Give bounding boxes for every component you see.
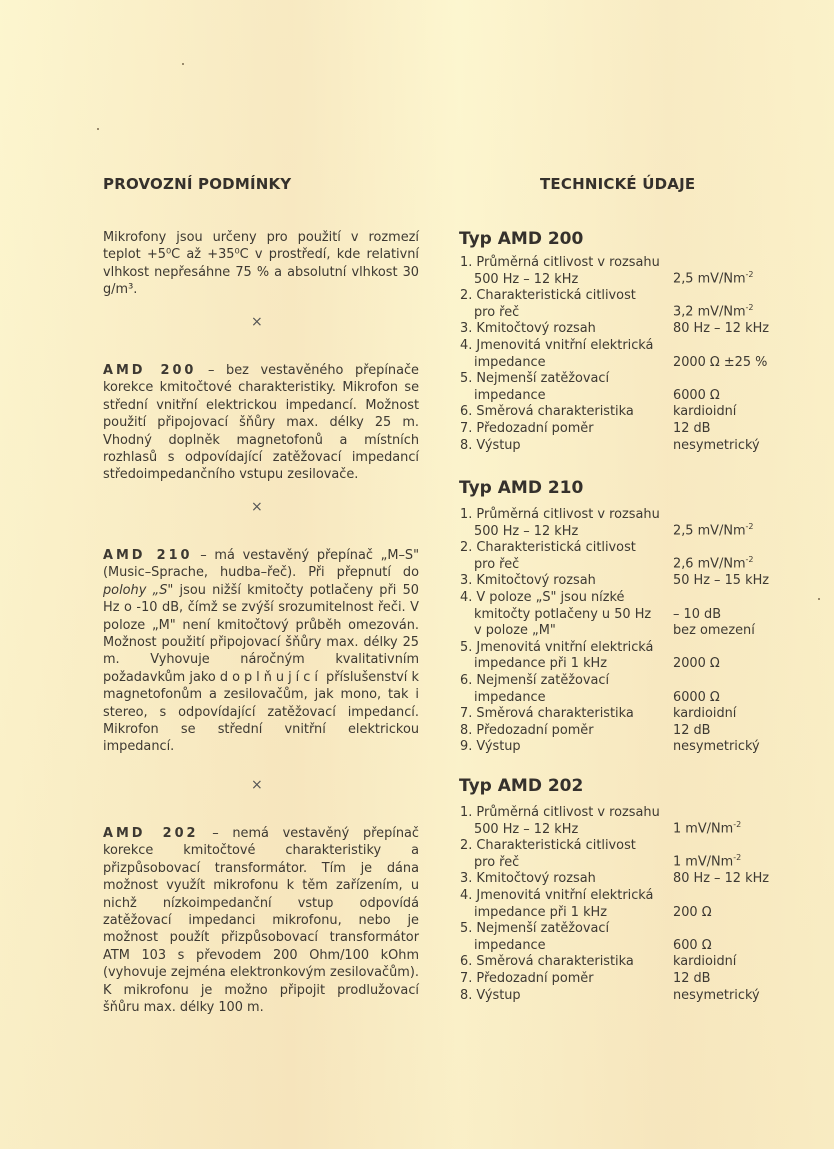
spec-label	[460, 438, 673, 455]
amd202-lead: AMD 202	[103, 826, 199, 841]
spec-value	[673, 988, 760, 1005]
spec-label	[460, 507, 673, 540]
spec-label-line1: 2. Charakteristická citlivost	[460, 288, 636, 304]
spec-value-text: 50 Hz – 15 kHz	[673, 573, 770, 589]
spec-value-text: 2000 Ω ±25 %	[673, 354, 768, 370]
spec-row	[460, 971, 780, 988]
spec-value-exponent: -2	[745, 303, 754, 313]
spec-value	[673, 905, 712, 922]
spec-label-line1: 8. Výstup	[460, 987, 521, 1003]
spec-label	[460, 540, 673, 573]
spec-label-line1: 7. Předozadní poměr	[460, 420, 594, 436]
spec-label-line1: 6. Nejmenší zatěžovací	[460, 672, 610, 688]
paper-speck	[182, 63, 184, 65]
amd210-text-b: jsou nižší kmitočty potlačeny při 50 Hz o -10 dB, čímž se zvýší srozumitelnost řeči. V poloze „M" není kmitočtový průběh omezován. Možnost použití připojovací šňůry max. délky 25 m. Vyhovuje náročným kvalitativním požadavkům jako	[103, 582, 419, 685]
spec-value	[673, 656, 720, 673]
spec-label-line2: 500 Hz – 12 kHz	[474, 821, 579, 837]
spec-value	[673, 552, 754, 573]
spec-label	[460, 573, 673, 590]
spec-label	[460, 404, 673, 421]
spec-row	[460, 590, 780, 623]
technical-data-heading: TECHNICKÉ ÚDAJE	[540, 175, 696, 193]
spec-label-line1: 3. Kmitočtový rozsah	[460, 573, 596, 589]
spec-value-text: nesymetrický	[673, 739, 760, 755]
spec-row	[460, 988, 780, 1005]
spec-row	[460, 338, 780, 371]
spec-value-text: – 10 dB	[673, 606, 722, 622]
separator-mark: ×	[251, 777, 263, 793]
spec-value-text: 2,5 mV/Nm	[673, 523, 746, 539]
spec-value-text: 1 mV/Nm	[673, 821, 734, 837]
spec-label-line2: 500 Hz – 12 kHz	[474, 271, 579, 287]
spec-label-line2: pro řeč	[474, 304, 520, 320]
spec-row	[460, 954, 780, 971]
spec-value	[673, 971, 711, 988]
spec-row	[460, 321, 780, 338]
spec-label	[460, 838, 673, 871]
spec-value-text: kardioidní	[673, 706, 737, 722]
spec-value-text: nesymetrický	[673, 987, 760, 1003]
spec-label-line2: 500 Hz – 12 kHz	[474, 523, 579, 539]
spec-label	[460, 590, 673, 623]
amd210-text-c: příslušenství k magnetofonům a zesilovačům, jak mono, tak i stereo, s odpovídající zatěžovací impedancí. Mikrofon se střední vnitřní elektrickou impedancí.	[103, 669, 419, 755]
spec-label-line1: 7. Předozadní poměr	[460, 970, 594, 986]
spec-label-line1: 6. Směrová charakteristika	[460, 404, 634, 420]
spec-label-line1: 9. Výstup	[460, 739, 521, 755]
spec-value	[673, 623, 755, 640]
spec-row	[460, 838, 780, 871]
amd210-text-italic: polohy „S"	[103, 582, 174, 598]
spec-label-line1: 2. Charakteristická citlivost	[460, 838, 636, 854]
spec-value-text: 80 Hz – 12 kHz	[673, 871, 770, 887]
spec-value	[673, 739, 760, 756]
spec-row	[460, 871, 780, 888]
spec-label-line1: 6. Směrová charakteristika	[460, 954, 634, 970]
spec-label	[460, 421, 673, 438]
spec-value-exponent: -2	[745, 555, 754, 565]
spec-value	[673, 706, 736, 723]
spec-value	[673, 300, 754, 321]
spec-row	[460, 404, 780, 421]
spec-value-exponent: -2	[733, 820, 742, 830]
spec-row	[460, 371, 780, 404]
amd200-text: – bez vestavěného přepínače korekce kmitočtové charakteristiky. Mikrofon se střední vnitřní elektrickou impedancí. Možnost použití připojovací šňůry max. délky 25 m. Vhodný doplněk magnetofonů a místních rozhlasů s odpovídající zatěžovací impedancí středoimpedančního vstupu zesilovače.	[103, 363, 419, 483]
spec-value-text: 2000 Ω	[673, 656, 720, 672]
amd202-text: – nemá vestavěný přepínač korekce kmitočtové charakteristiky a přizpůsobovací transformátor. Tím je dána možnost využít mikrofonu k těm zařízením, u nichž nízkoimpedanční vstup odpovídá zatěžovací impedanci mikrofonu, nebo je možnost použít přizpůsobovací transformátor ATM 103 s převodem 200 Ohm/100 kOhm (vyhovuje zejména elektronkovým zesilovačům). K mikrofonu je možno připojit prodlužovací šňůru max. délky 100 m.	[103, 826, 419, 1016]
spec-label-line1: 5. Nejmenší zatěžovací	[460, 921, 610, 937]
spec-label	[460, 954, 673, 971]
spec-row	[460, 706, 780, 723]
paper-speck	[818, 598, 820, 600]
spec-label	[460, 288, 673, 321]
spec-label-line2: impedance při 1 kHz	[474, 656, 608, 672]
spec-value	[673, 321, 769, 338]
spec-value-text: 600 Ω	[673, 937, 712, 953]
spec-label-line2: v poloze „M"	[474, 623, 556, 639]
spec-value-text: 12 dB	[673, 722, 711, 738]
spec-value	[673, 723, 711, 740]
spec-value-text: 12 dB	[673, 420, 711, 436]
spec-value	[673, 267, 754, 288]
spec-label-line1: 4. Jmenovitá vnitřní elektrická	[460, 337, 654, 353]
spec-label-line1: 1. Průměrná citlivost v rozsahu	[460, 507, 660, 522]
spec-row	[460, 288, 780, 321]
spec-label-line1: 8. Předozadní poměr	[460, 722, 594, 738]
spec-label	[460, 921, 673, 954]
operating-conditions-text	[103, 229, 419, 299]
spec-label	[460, 338, 673, 371]
spec-value	[673, 938, 712, 955]
spec-label-line1: 3. Kmitočtový rozsah	[460, 321, 596, 337]
spec-label-line1: 3. Kmitočtový rozsah	[460, 871, 596, 887]
amd210-description	[103, 547, 419, 756]
spec-value-text: 1 mV/Nm	[673, 854, 734, 870]
spec-value-text: kardioidní	[673, 954, 737, 970]
spec-value	[673, 519, 754, 540]
spec-value-text: 3,2 mV/Nm	[673, 304, 746, 320]
spec-value-exponent: -2	[745, 522, 754, 532]
spec-label-line1: 5. Jmenovitá vnitřní elektrická	[460, 639, 654, 655]
amd210-lead: AMD 210	[103, 548, 193, 563]
spec-row	[460, 623, 780, 640]
operating-conditions-heading: PROVOZNÍ PODMÍNKY	[103, 175, 292, 193]
spec-label	[460, 871, 673, 888]
spec-label	[460, 673, 673, 706]
spec-label-line1: 4. V poloze „S" jsou nízké	[460, 589, 625, 605]
spec-value-text: nesymetrický	[673, 437, 760, 453]
spec-value-text: 2,5 mV/Nm	[673, 271, 746, 287]
spec-value-text: 12 dB	[673, 970, 711, 986]
spec-value-text: kardioidní	[673, 404, 737, 420]
spec-value-text: 6000 Ω	[673, 689, 720, 705]
amd202-description	[103, 825, 419, 1016]
spec-label	[460, 640, 673, 673]
spec-label-line2: impedance při 1 kHz	[474, 904, 608, 920]
spec-label-line2: pro řeč	[474, 854, 520, 870]
spec-label-line2: kmitočty potlačeny u 50 Hz	[474, 606, 652, 622]
spec-value	[673, 355, 767, 372]
spec-row	[460, 255, 780, 288]
spec-value	[673, 573, 769, 590]
spec-label-line1: 4. Jmenovitá vnitřní elektrická	[460, 887, 654, 903]
spec-value	[673, 690, 720, 707]
spec-value-text: 2,6 mV/Nm	[673, 556, 746, 572]
spec-row	[460, 540, 780, 573]
separator-mark: ×	[251, 314, 263, 330]
spec-label-line2: impedance	[474, 689, 546, 705]
spec-label-line1: 1. Průměrná citlivost v rozsahu	[460, 805, 660, 820]
spec-row	[460, 421, 780, 438]
spec-label-line1: 5. Nejmenší zatěžovací	[460, 371, 610, 387]
spec-value-text: bez omezení	[673, 623, 755, 639]
type-title-amd202: Typ AMD 202	[459, 776, 584, 796]
spec-row	[460, 640, 780, 673]
type-title-amd210: Typ AMD 210	[459, 478, 584, 498]
spec-label	[460, 623, 673, 640]
spec-label-line1: 8. Výstup	[460, 437, 521, 453]
spec-row	[460, 805, 780, 838]
spec-value-text: 6000 Ω	[673, 387, 720, 403]
amd200-description	[103, 362, 419, 484]
spec-row	[460, 507, 780, 540]
spec-label	[460, 706, 673, 723]
type-title-amd200: Typ AMD 200	[459, 229, 584, 249]
conditions-paragraph: Mikrofony jsou určeny pro použití v rozmezí teplot +5⁰C až +35⁰C v prostředí, kde relativní vlhkost nepřesáhne 75 % a absolutní vlhkost 30 g/m³.	[103, 230, 419, 298]
spec-label-line2: impedance	[474, 354, 546, 370]
spec-value-text: 200 Ω	[673, 904, 712, 920]
spec-label-line1: 1. Průměrná citlivost v rozsahu	[460, 255, 660, 270]
spec-value	[673, 388, 720, 405]
spec-label-line1: 2. Charakteristická citlivost	[460, 540, 636, 556]
spec-label	[460, 971, 673, 988]
spec-row	[460, 888, 780, 921]
amd210-text-a: – má vestavěný přepínač „M–S" (Music–Sprache, hudba–řeč). Při přepnutí do	[103, 548, 420, 581]
amd210-text-spaced: doplňující	[219, 669, 322, 685]
spec-value	[673, 850, 741, 871]
paper-speck	[97, 128, 99, 130]
spec-label-line2: impedance	[474, 387, 546, 403]
spec-row	[460, 673, 780, 706]
spec-label	[460, 739, 673, 756]
spec-label	[460, 371, 673, 404]
spec-list-amd200	[460, 255, 780, 454]
spec-label	[460, 321, 673, 338]
spec-row	[460, 438, 780, 455]
spec-value	[673, 607, 721, 624]
spec-value-text: 80 Hz – 12 kHz	[673, 321, 770, 337]
spec-value	[673, 404, 736, 421]
spec-row	[460, 739, 780, 756]
separator-mark: ×	[251, 499, 263, 515]
spec-value-exponent: -2	[745, 270, 754, 280]
spec-value-exponent: -2	[733, 853, 742, 863]
amd200-lead: AMD 200	[103, 363, 197, 378]
spec-label	[460, 805, 673, 838]
spec-label-line2: impedance	[474, 937, 546, 953]
spec-list-amd210	[460, 507, 780, 756]
spec-value	[673, 871, 769, 888]
spec-value	[673, 817, 741, 838]
spec-label	[460, 255, 673, 288]
spec-value	[673, 438, 760, 455]
spec-label-line2: pro řeč	[474, 556, 520, 572]
spec-list-amd202	[460, 805, 780, 1004]
spec-label-line1: 7. Směrová charakteristika	[460, 706, 634, 722]
spec-row	[460, 723, 780, 740]
spec-label	[460, 988, 673, 1005]
spec-value	[673, 954, 736, 971]
spec-label	[460, 723, 673, 740]
spec-row	[460, 573, 780, 590]
spec-row	[460, 921, 780, 954]
spec-label	[460, 888, 673, 921]
spec-value	[673, 421, 711, 438]
